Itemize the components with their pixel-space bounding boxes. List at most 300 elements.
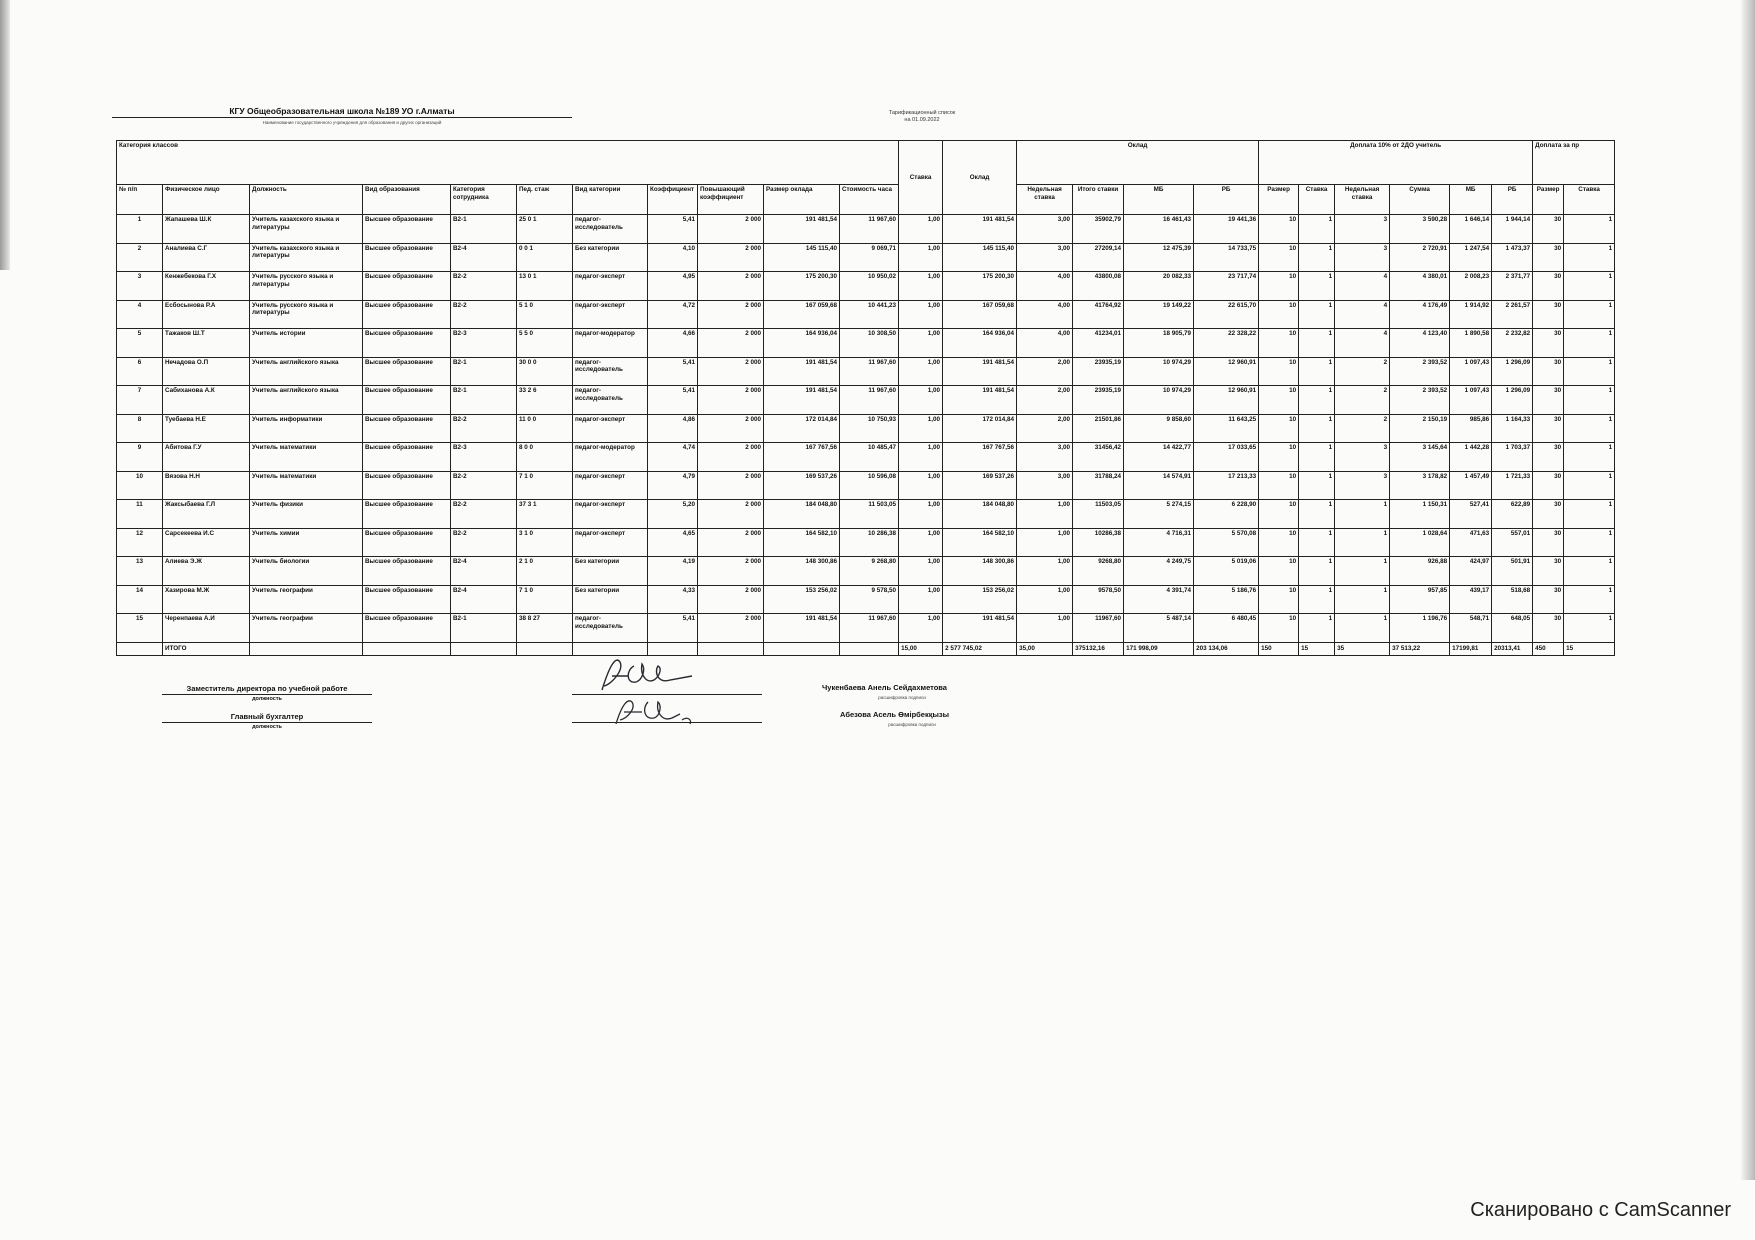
row-category: В2-2 xyxy=(451,471,517,500)
row-coef: 4,33 xyxy=(648,585,698,614)
row-d-mb: 1 097,43 xyxy=(1450,386,1492,415)
row-category: В2-2 xyxy=(451,528,517,557)
stavka-header: Ставка xyxy=(899,141,943,215)
row-category: В2-4 xyxy=(451,243,517,272)
row-weekly: 3,00 xyxy=(1017,443,1073,472)
row-vid-category: Без категории xyxy=(573,243,648,272)
row-d-mb: 1 097,43 xyxy=(1450,357,1492,386)
row-d-weekly: 3 xyxy=(1335,243,1390,272)
table-row xyxy=(117,614,1615,643)
row-salary: 169 537,26 xyxy=(764,471,840,500)
row-e-size: 30 xyxy=(1533,357,1564,386)
col-num: № п/п xyxy=(117,185,163,215)
row-inc-coef: 2 000 xyxy=(698,215,764,244)
row-rb: 6 480,45 xyxy=(1194,614,1259,643)
row-d-rate: 1 xyxy=(1299,528,1335,557)
row-d-size: 10 xyxy=(1259,215,1299,244)
col-d-size: Размер xyxy=(1259,185,1299,215)
row-hour-cost: 11 967,60 xyxy=(840,215,899,244)
col-education: Вид образования xyxy=(363,185,451,215)
row-stazh: 13 0 1 xyxy=(517,272,573,301)
table-row xyxy=(117,272,1615,301)
row-education: Высшее образование xyxy=(363,528,451,557)
row-rb: 5 186,76 xyxy=(1194,585,1259,614)
row-mb: 5 487,14 xyxy=(1124,614,1194,643)
row-mb: 14 574,91 xyxy=(1124,471,1194,500)
total-d-sum: 37 513,22 xyxy=(1390,642,1450,655)
row-education: Высшее образование xyxy=(363,272,451,301)
row-total-rate: 9578,50 xyxy=(1073,585,1124,614)
row-education: Высшее образование xyxy=(363,414,451,443)
row-category: В2-1 xyxy=(451,614,517,643)
row-e-rate: 1 xyxy=(1564,585,1615,614)
row-salary: 167 059,68 xyxy=(764,300,840,329)
row-stavka: 1,00 xyxy=(899,500,943,529)
row-vid-category: педагог-эксперт xyxy=(573,500,648,529)
row-inc-coef: 2 000 xyxy=(698,386,764,415)
row-vid-category: педагог-исследователь xyxy=(573,614,648,643)
total-oklad: 2 577 745,02 xyxy=(943,642,1017,655)
accountant-name: Абезова Асель Өмірбекқызы xyxy=(840,710,950,719)
col-category: Категория сотрудника xyxy=(451,185,517,215)
row-name: Абитова Г.У xyxy=(163,443,250,472)
row-inc-coef: 2 000 xyxy=(698,471,764,500)
row-e-size: 30 xyxy=(1533,585,1564,614)
row-d-rate: 1 xyxy=(1299,557,1335,586)
organization-caption: Наименование государственного учреждения для образования и других организаций xyxy=(262,120,442,125)
total-d-size: 150 xyxy=(1259,642,1299,655)
row-position: Учитель физики xyxy=(250,500,363,529)
table-row xyxy=(117,386,1615,415)
row-d-rb: 1 703,37 xyxy=(1492,443,1533,472)
table-row xyxy=(117,443,1615,472)
accountant-role: Главный бухгалтер xyxy=(162,712,372,723)
total-stavka: 15,00 xyxy=(899,642,943,655)
row-hour-cost: 10 286,38 xyxy=(840,528,899,557)
row-d-sum: 3 590,28 xyxy=(1390,215,1450,244)
row-d-rate: 1 xyxy=(1299,300,1335,329)
total-d-rb: 20313,41 xyxy=(1492,642,1533,655)
row-mb: 14 422,77 xyxy=(1124,443,1194,472)
row-rb: 22 328,22 xyxy=(1194,329,1259,358)
row-d-sum: 1 028,64 xyxy=(1390,528,1450,557)
row-total-rate: 41234,01 xyxy=(1073,329,1124,358)
row-vid-category: педагог-исследователь xyxy=(573,215,648,244)
row-d-rate: 1 xyxy=(1299,500,1335,529)
row-salary: 145 115,40 xyxy=(764,243,840,272)
row-salary: 153 256,02 xyxy=(764,585,840,614)
row-e-rate: 1 xyxy=(1564,443,1615,472)
row-coef: 5,20 xyxy=(648,500,698,529)
row-e-rate: 1 xyxy=(1564,243,1615,272)
row-category: В2-4 xyxy=(451,585,517,614)
row-e-rate: 1 xyxy=(1564,272,1615,301)
row-coef: 4,66 xyxy=(648,329,698,358)
row-e-size: 30 xyxy=(1533,386,1564,415)
row-d-sum: 4 380,01 xyxy=(1390,272,1450,301)
row-coef: 4,19 xyxy=(648,557,698,586)
total-d-rate: 15 xyxy=(1299,642,1335,655)
row-category: В2-2 xyxy=(451,500,517,529)
row-salary: 191 481,54 xyxy=(764,614,840,643)
row-weekly: 2,00 xyxy=(1017,414,1073,443)
row-d-rb: 648,05 xyxy=(1492,614,1533,643)
row-mb: 16 461,43 xyxy=(1124,215,1194,244)
row-d-rate: 1 xyxy=(1299,471,1335,500)
col-weekly-rate: Недельная ставка xyxy=(1017,185,1073,215)
row-education: Высшее образование xyxy=(363,243,451,272)
row-stazh: 11 0 0 xyxy=(517,414,573,443)
row-d-size: 10 xyxy=(1259,471,1299,500)
row-d-weekly: 3 xyxy=(1335,443,1390,472)
col-coef: Коэффициент xyxy=(648,185,698,215)
row-stazh: 0 0 1 xyxy=(517,243,573,272)
row-salary: 167 767,56 xyxy=(764,443,840,472)
row-d-rb: 1 473,37 xyxy=(1492,243,1533,272)
deputy-signature-scribble xyxy=(582,654,702,696)
row-d-weekly: 1 xyxy=(1335,500,1390,529)
col-inc-coef: Повышающий коэффициент xyxy=(698,185,764,215)
col-salary-size: Размер оклада xyxy=(764,185,840,215)
row-d-weekly: 1 xyxy=(1335,585,1390,614)
row-name: Сарсекеева И.С xyxy=(163,528,250,557)
row-hour-cost: 11 967,60 xyxy=(840,386,899,415)
table-row xyxy=(117,471,1615,500)
row-hour-cost: 10 596,08 xyxy=(840,471,899,500)
row-vid-category: Без категории xyxy=(573,585,648,614)
row-e-rate: 1 xyxy=(1564,215,1615,244)
row-e-size: 30 xyxy=(1533,614,1564,643)
row-stavka: 1,00 xyxy=(899,215,943,244)
row-mb: 10 974,29 xyxy=(1124,357,1194,386)
row-hour-cost: 10 950,02 xyxy=(840,272,899,301)
row-d-mb: 1 247,54 xyxy=(1450,243,1492,272)
row-stavka: 1,00 xyxy=(899,386,943,415)
row-position: Учитель английского языка xyxy=(250,386,363,415)
row-stazh: 8 0 0 xyxy=(517,443,573,472)
row-education: Высшее образование xyxy=(363,500,451,529)
deputy-name-caption: расшифровка подписи xyxy=(878,695,926,700)
table-row xyxy=(117,557,1615,586)
row-stazh: 7 1 0 xyxy=(517,471,573,500)
row-d-sum: 3 145,64 xyxy=(1390,443,1450,472)
row-num: 7 xyxy=(117,386,163,415)
row-d-mb: 1 914,92 xyxy=(1450,300,1492,329)
row-d-mb: 2 008,23 xyxy=(1450,272,1492,301)
row-education: Высшее образование xyxy=(363,585,451,614)
row-position: Учитель химии xyxy=(250,528,363,557)
row-coef: 4,65 xyxy=(648,528,698,557)
row-position: Учитель истории xyxy=(250,329,363,358)
row-e-rate: 1 xyxy=(1564,357,1615,386)
row-rb: 5 019,06 xyxy=(1194,557,1259,586)
table-row xyxy=(117,215,1615,244)
row-vid-category: Без категории xyxy=(573,557,648,586)
row-d-rb: 557,01 xyxy=(1492,528,1533,557)
row-category: В2-2 xyxy=(451,300,517,329)
row-education: Высшее образование xyxy=(363,357,451,386)
row-e-rate: 1 xyxy=(1564,528,1615,557)
row-name: Хазирова М.Ж xyxy=(163,585,250,614)
row-rb: 12 960,91 xyxy=(1194,357,1259,386)
row-d-sum: 2 720,91 xyxy=(1390,243,1450,272)
row-vid-category: педагог-модератор xyxy=(573,329,648,358)
row-mb: 5 274,15 xyxy=(1124,500,1194,529)
row-d-mb: 471,63 xyxy=(1450,528,1492,557)
col-name: Физическое лицо xyxy=(163,185,250,215)
row-d-rb: 2 261,57 xyxy=(1492,300,1533,329)
row-d-rb: 1 944,14 xyxy=(1492,215,1533,244)
row-hour-cost: 10 485,47 xyxy=(840,443,899,472)
signatures-block xyxy=(112,650,1112,740)
row-e-size: 30 xyxy=(1533,443,1564,472)
row-d-size: 10 xyxy=(1259,614,1299,643)
row-name: Кенжебекова Г.Х xyxy=(163,272,250,301)
row-education: Высшее образование xyxy=(363,471,451,500)
row-weekly: 1,00 xyxy=(1017,585,1073,614)
row-category: В2-1 xyxy=(451,386,517,415)
row-d-rate: 1 xyxy=(1299,329,1335,358)
row-stavka: 1,00 xyxy=(899,557,943,586)
row-d-rate: 1 xyxy=(1299,386,1335,415)
row-stavka: 1,00 xyxy=(899,300,943,329)
row-e-size: 30 xyxy=(1533,528,1564,557)
row-d-size: 10 xyxy=(1259,329,1299,358)
col-e-rate: Ставка xyxy=(1564,185,1615,215)
row-hour-cost: 11 967,60 xyxy=(840,614,899,643)
row-rb: 17 213,33 xyxy=(1194,471,1259,500)
scan-left-shadow xyxy=(0,0,10,270)
row-e-rate: 1 xyxy=(1564,500,1615,529)
deputy-role: Заместитель директора по учебной работе xyxy=(162,684,372,695)
row-oklad: 175 200,30 xyxy=(943,272,1017,301)
row-mb: 4 716,31 xyxy=(1124,528,1194,557)
row-d-rate: 1 xyxy=(1299,585,1335,614)
row-stazh: 30 0 0 xyxy=(517,357,573,386)
row-d-rb: 1 296,09 xyxy=(1492,386,1533,415)
row-weekly: 2,00 xyxy=(1017,386,1073,415)
doplata2-group-header: Доплата за пр xyxy=(1533,141,1615,185)
row-d-mb: 439,17 xyxy=(1450,585,1492,614)
row-name: Аналиева С.Г xyxy=(163,243,250,272)
row-vid-category: педагог-исследователь xyxy=(573,357,648,386)
row-d-weekly: 1 xyxy=(1335,528,1390,557)
row-num: 14 xyxy=(117,585,163,614)
row-category: В2-4 xyxy=(451,557,517,586)
row-num: 13 xyxy=(117,557,163,586)
row-stavka: 1,00 xyxy=(899,329,943,358)
row-num: 10 xyxy=(117,471,163,500)
row-weekly: 4,00 xyxy=(1017,272,1073,301)
row-total-rate: 11967,60 xyxy=(1073,614,1124,643)
row-oklad: 145 115,40 xyxy=(943,243,1017,272)
row-name: Сабиханова А.К xyxy=(163,386,250,415)
row-d-weekly: 4 xyxy=(1335,272,1390,301)
accountant-signature-scribble xyxy=(602,694,712,730)
row-d-size: 10 xyxy=(1259,386,1299,415)
row-education: Высшее образование xyxy=(363,614,451,643)
table-row xyxy=(117,528,1615,557)
row-d-size: 10 xyxy=(1259,528,1299,557)
row-d-rate: 1 xyxy=(1299,243,1335,272)
row-d-rb: 1 164,33 xyxy=(1492,414,1533,443)
row-oklad: 184 048,80 xyxy=(943,500,1017,529)
row-mb: 12 475,39 xyxy=(1124,243,1194,272)
row-weekly: 1,00 xyxy=(1017,528,1073,557)
row-d-size: 10 xyxy=(1259,272,1299,301)
row-oklad: 191 481,54 xyxy=(943,215,1017,244)
row-hour-cost: 9 069,71 xyxy=(840,243,899,272)
row-d-sum: 957,85 xyxy=(1390,585,1450,614)
row-category: В2-2 xyxy=(451,272,517,301)
row-oklad: 164 936,04 xyxy=(943,329,1017,358)
row-e-rate: 1 xyxy=(1564,557,1615,586)
row-hour-cost: 10 308,50 xyxy=(840,329,899,358)
row-position: Учитель биологии xyxy=(250,557,363,586)
row-weekly: 2,00 xyxy=(1017,357,1073,386)
row-name: Черенпаева А.И xyxy=(163,614,250,643)
total-e-rate: 15 xyxy=(1564,642,1615,655)
row-stazh: 25 0 1 xyxy=(517,215,573,244)
row-total-rate: 10286,38 xyxy=(1073,528,1124,557)
row-d-rate: 1 xyxy=(1299,357,1335,386)
row-e-size: 30 xyxy=(1533,414,1564,443)
row-vid-category: педагог-эксперт xyxy=(573,300,648,329)
row-salary: 184 048,80 xyxy=(764,500,840,529)
row-stazh: 38 8 27 xyxy=(517,614,573,643)
row-oklad: 153 256,02 xyxy=(943,585,1017,614)
document-title xyxy=(842,110,1002,124)
row-e-size: 30 xyxy=(1533,215,1564,244)
row-total-rate: 23935,19 xyxy=(1073,386,1124,415)
deputy-name: Чукенбаева Анель Сейдахметова xyxy=(822,683,947,692)
col-d-rb: РБ xyxy=(1492,185,1533,215)
row-d-mb: 985,86 xyxy=(1450,414,1492,443)
row-oklad: 172 014,84 xyxy=(943,414,1017,443)
row-name: Есбосынова Р.А xyxy=(163,300,250,329)
row-salary: 148 300,86 xyxy=(764,557,840,586)
row-num: 2 xyxy=(117,243,163,272)
row-hour-cost: 9 268,80 xyxy=(840,557,899,586)
row-coef: 4,95 xyxy=(648,272,698,301)
row-name: Алиева Э.Ж xyxy=(163,557,250,586)
row-d-sum: 2 393,52 xyxy=(1390,357,1450,386)
row-mb: 19 149,22 xyxy=(1124,300,1194,329)
row-name: Туебаева Н.Е xyxy=(163,414,250,443)
row-position: Учитель русского языка и литературы xyxy=(250,272,363,301)
oklad-header: Оклад xyxy=(943,141,1017,215)
col-d-mb: МБ xyxy=(1450,185,1492,215)
row-weekly: 3,00 xyxy=(1017,243,1073,272)
row-mb: 4 391,74 xyxy=(1124,585,1194,614)
row-num: 12 xyxy=(117,528,163,557)
total-mb: 171 998,09 xyxy=(1124,642,1194,655)
row-oklad: 164 582,10 xyxy=(943,528,1017,557)
row-coef: 4,72 xyxy=(648,300,698,329)
row-coef: 5,41 xyxy=(648,386,698,415)
row-rb: 19 441,36 xyxy=(1194,215,1259,244)
row-stavka: 1,00 xyxy=(899,528,943,557)
col-d-weekly: Недельная ставка xyxy=(1335,185,1390,215)
row-e-rate: 1 xyxy=(1564,471,1615,500)
row-e-rate: 1 xyxy=(1564,329,1615,358)
row-oklad: 191 481,54 xyxy=(943,357,1017,386)
row-stavka: 1,00 xyxy=(899,243,943,272)
row-d-weekly: 4 xyxy=(1335,300,1390,329)
row-num: 3 xyxy=(117,272,163,301)
col-d-sum: Сумма xyxy=(1390,185,1450,215)
row-e-size: 30 xyxy=(1533,300,1564,329)
row-education: Высшее образование xyxy=(363,215,451,244)
row-education: Высшее образование xyxy=(363,300,451,329)
row-salary: 191 481,54 xyxy=(764,215,840,244)
row-position: Учитель казахского языка и литературы xyxy=(250,215,363,244)
row-e-size: 30 xyxy=(1533,329,1564,358)
row-inc-coef: 2 000 xyxy=(698,243,764,272)
col-ped-stazh: Пед. стаж xyxy=(517,185,573,215)
row-total-rate: 11503,05 xyxy=(1073,500,1124,529)
col-mb: МБ xyxy=(1124,185,1194,215)
row-oklad: 191 481,54 xyxy=(943,386,1017,415)
row-d-mb: 527,41 xyxy=(1450,500,1492,529)
row-coef: 5,41 xyxy=(648,215,698,244)
row-e-rate: 1 xyxy=(1564,300,1615,329)
row-d-rate: 1 xyxy=(1299,272,1335,301)
row-total-rate: 43800,08 xyxy=(1073,272,1124,301)
row-stavka: 1,00 xyxy=(899,585,943,614)
row-position: Учитель математики xyxy=(250,443,363,472)
row-total-rate: 21501,86 xyxy=(1073,414,1124,443)
camscanner-watermark: Сканировано с CamScanner xyxy=(1470,1199,1731,1221)
row-num: 8 xyxy=(117,414,163,443)
table-row xyxy=(117,585,1615,614)
total-rb: 203 134,06 xyxy=(1194,642,1259,655)
row-e-rate: 1 xyxy=(1564,614,1615,643)
row-d-rb: 622,89 xyxy=(1492,500,1533,529)
row-name: Тажаков Ш.Т xyxy=(163,329,250,358)
organization-name: КГУ Общеобразовательная школа №189 УО г.Алматы xyxy=(112,106,572,118)
col-e-size: Размер xyxy=(1533,185,1564,215)
row-oklad: 148 300,86 xyxy=(943,557,1017,586)
row-d-weekly: 1 xyxy=(1335,557,1390,586)
accountant-role-caption: должность xyxy=(252,724,282,730)
document-title-line1: Тарификационный список xyxy=(888,110,956,116)
row-weekly: 1,00 xyxy=(1017,500,1073,529)
row-total-rate: 31456,42 xyxy=(1073,443,1124,472)
row-total-rate: 31788,24 xyxy=(1073,471,1124,500)
row-d-sum: 2 150,19 xyxy=(1390,414,1450,443)
row-oklad: 167 767,56 xyxy=(943,443,1017,472)
row-total-rate: 27209,14 xyxy=(1073,243,1124,272)
row-num: 4 xyxy=(117,300,163,329)
row-weekly: 1,00 xyxy=(1017,557,1073,586)
row-stazh: 5 1 0 xyxy=(517,300,573,329)
row-rb: 17 033,65 xyxy=(1194,443,1259,472)
row-rb: 6 228,90 xyxy=(1194,500,1259,529)
row-hour-cost: 11 967,60 xyxy=(840,357,899,386)
row-e-size: 30 xyxy=(1533,243,1564,272)
row-d-rate: 1 xyxy=(1299,614,1335,643)
row-weekly: 4,00 xyxy=(1017,300,1073,329)
table-row xyxy=(117,329,1615,358)
row-hour-cost: 9 578,50 xyxy=(840,585,899,614)
table-row xyxy=(117,500,1615,529)
total-label: ИТОГО xyxy=(163,642,250,655)
row-rb: 12 960,91 xyxy=(1194,386,1259,415)
row-salary: 172 014,84 xyxy=(764,414,840,443)
row-e-rate: 1 xyxy=(1564,414,1615,443)
row-e-rate: 1 xyxy=(1564,386,1615,415)
